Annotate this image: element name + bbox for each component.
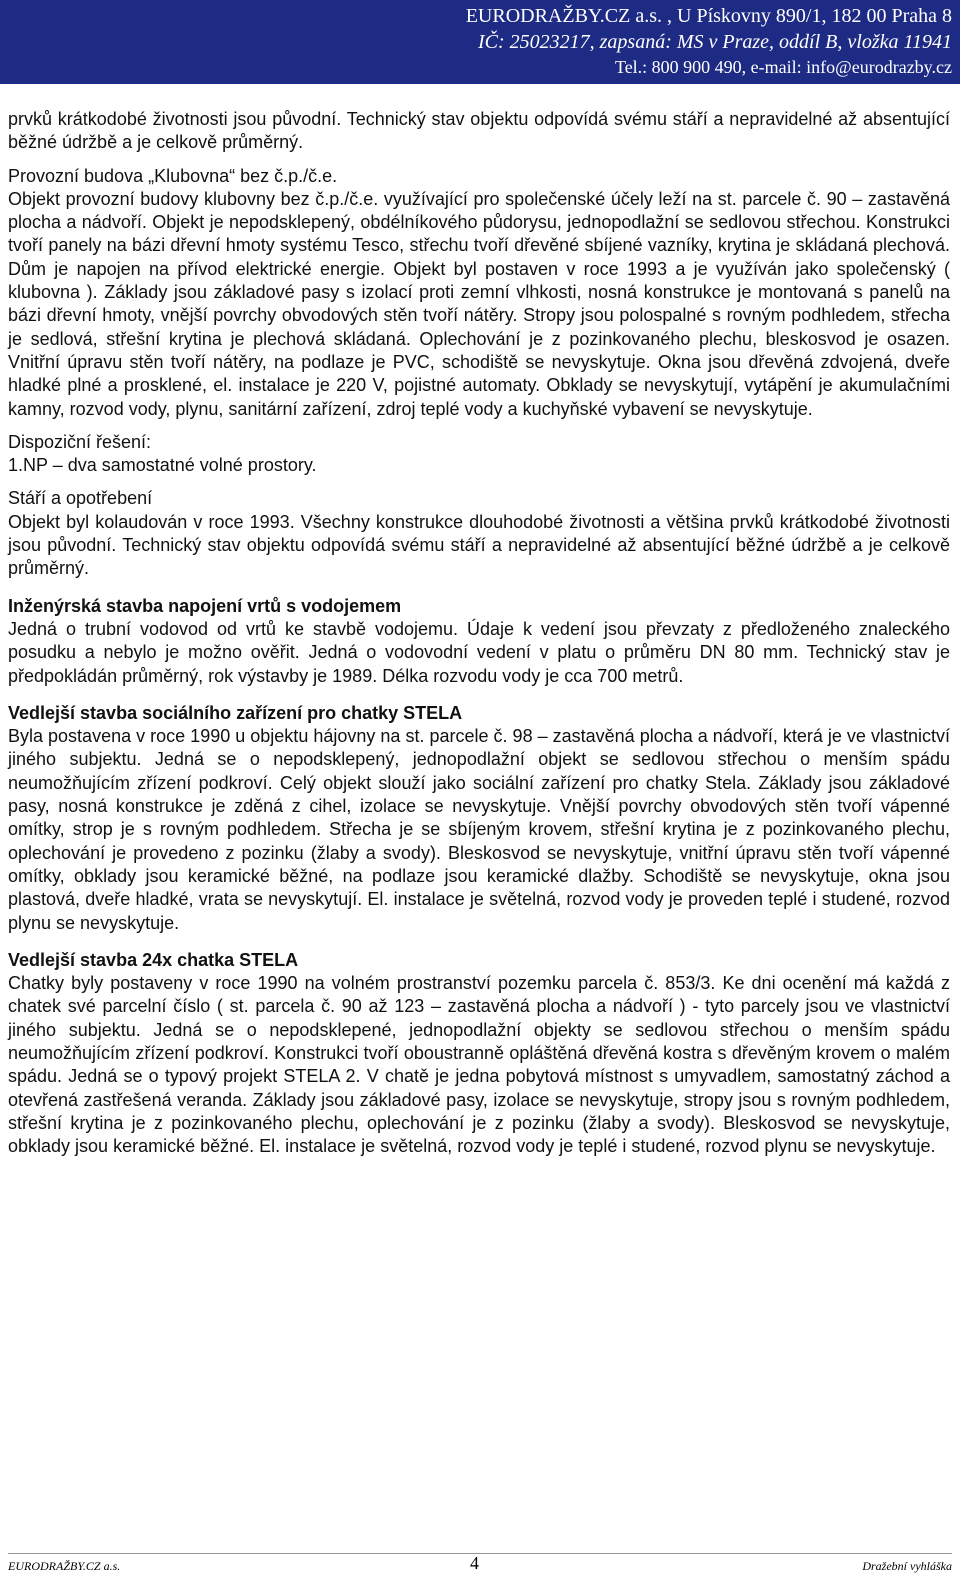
page-footer xyxy=(0,1549,960,1581)
document-body xyxy=(8,108,950,1158)
company-contact: Tel.: 800 900 490, e-mail: info@eurodrazby.cz xyxy=(614,57,952,77)
paragraph-socialni-zarizeni: Byla postavena v roce 1990 u objektu hájovny na st. parcele č. 98 – zastavěná plocha a nádvoří, která je ve vlastnictví jiného subjektu. Jedná se o nepodsklepený, jednopodlažní objekt se sedlovou střechou o menším spádu neumožňujícím zřízení podkroví. Celý objekt slouží jako sociální zařízení pro chatky Stela. Základy jsou základové pasy, nosná konstrukce je zděná z cihel, izolace se nevyskytuje. Vnější povrchy obvodových stěn tvoří vápenné omítky, strop je s rovným podhledem. Střecha je se sbíjeným krovem, střešní krytina je z pozinkovaného plechu, oplechování je provedeno z pozinku (žlaby a svody). Bleskosvod se nevyskytuje, vnitřní úpravu stěn tvoří vápenné omítky, obklady jsou keramické běžné, na podlaze jsou keramické dlažby. Schodiště se nevyskytuje, okna jsou plastová, dveře hladké, vrata se nevyskytují. El. instalace je světelná, rozvod vody je proveden teplé i studené, rozvod plynu se nevyskytuje. xyxy=(8,726,950,933)
footer-document-type: Dražební vyhláška xyxy=(862,1559,952,1573)
company-registration: IČ: 25023217, zapsaná: MS v Praze, oddíl B, vložka 11941 xyxy=(477,31,952,53)
paragraph-intro: prvků krátkodobé životnosti jsou původní. Technický stav objektu odpovídá svému stáří a nepravidelné až absentující běžné údržbě a je celkově průměrný. xyxy=(8,109,950,153)
paragraph-inzenyrska-stavba: Jedná o trubní vodovod od vrtů ke stavbě vodojemu. Údaje k vedení jsou převzaty z předloženého znaleckého posudku a nebylo je možno ověřit. Jedná o vodovodní vedení v platu o průměru DN 80 mm. Technický stav je předpokládán průměrný, rok výstavby je 1989. Délka rozvodu vody je cca 700 metrů. xyxy=(8,618,950,686)
paragraph-provozni-budova: Objekt provozní budovy klubovny bez č.p./č.e. využívající pro společenské účely leží na st. parcele č. 90 – zastavěná plocha a nádvoří. Objekt je nepodsklepený, obdélníkového půdorysu, jednopodlažní se sedlovou střechou. Konstrukci tvoří panely na bázi dřevní hmoty systému Tesco, střechu tvoří dřevěné sbíjené vazníky, krytina je skládaná plechová. Dům je napojen na přívod elektrické energie. Objekt byl postaven v roce 1993 a je využíván jako společenský ( klubovna ). Základy jsou základové pasy s izolací proti zemní vlhkosti, nosná konstrukce je montovaná s panelů na bázi dřevní hmoty, vnější povrchy obvodových stěn tvoří nátěry. Stropy jsou polospalné s rovným podhledem, střecha je sedlová, střešní krytina je plechová skládaná. Oplechování je z pozinkovaného plechu, bleskosvod je osazen. Vnitřní úpravu stěn tvoří nátěry, na podlaze je PVC, schodiště se nevyskytuje. Okna jsou dřevěná zdvojená, dveře hladké plné a prosklené, el. instalace je 220 V, pojistné automaty. Obklady se nevyskytují, vytápění je akumulačními kamny, rozvod vody, plynu, sanitární zařízení, zdroj teplé vody a kuchyňské vybavení se nevyskytuje. xyxy=(8,188,950,419)
paragraph-stari: Objekt byl kolaudován v roce 1993. Všechny konstrukce dlouhodobé životnosti a většina prvků krátkodobé životnosti jsou původní. Technický stav objektu odpovídá svému stáří a nepravidelné až absentující běžné údržbě a je celkově průměrný. xyxy=(8,511,950,579)
heading-chatka-stela: Vedlejší stavba 24x chatka STELA xyxy=(8,949,299,970)
paragraph-chatka-stela: Chatky byly postaveny v roce 1990 na volném prostranství pozemku parcela č. 853/3. Ke dni ocenění má každá z chatek své parcelní číslo ( st. parcela č. 90 až 123 – zastavěná plocha a nádvoří ) - tyto parcely jsou ve vlastnictví jiného subjektu. Jedná se o nepodsklepené, jednopodlažní objekty se sedlovou střechou o menším spádu neumožňujícím zřízení podkroví. Konstrukci tvoří oboustranně opláštěná dřevěná kostra s dřevěným krovem o malém spádu. Jedná se o typový projekt STELA 2. V chatě je jedna pobytová místnost s umyvadlem, samostatný záchod a otevřená zastřešená veranda. Základy jsou základové pasy, izolace se nevyskytuje, stropy jsou s rovným podhledem, střešní krytina je z pozinkovaného plechu, oplechování je z pozinku (žlaby a svody). Bleskosvod se nevyskytuje, obklady jsou keramické běžné. El. instalace je světelná, rozvod vody je teplé i studené, rozvod plynu se nevyskytuje. xyxy=(8,973,950,1157)
page-number: 4 xyxy=(470,1553,479,1573)
heading-dispozicni-reseni: Dispoziční řešení: xyxy=(8,431,152,452)
heading-provozni-budova: Provozní budova „Klubovna“ bez č.p./č.e. xyxy=(8,165,338,186)
heading-socialni-zarizeni: Vedlejší stavba sociálního zařízení pro chatky STELA xyxy=(8,702,463,723)
footer-divider xyxy=(8,1553,952,1554)
footer-company: EURODRAŽBY.CZ a.s. xyxy=(8,1559,121,1573)
heading-inzenyrska-stavba: Inženýrská stavba napojení vrtů s vodojemem xyxy=(8,595,402,616)
letterhead xyxy=(0,0,960,84)
heading-stari: Stáří a opotřebení xyxy=(8,488,153,509)
company-address: EURODRAŽBY.CZ a.s. , U Pískovny 890/1, 182 00 Praha 8 xyxy=(465,5,952,27)
paragraph-dispozicni-reseni: 1.NP – dva samostatné volné prostory. xyxy=(8,455,317,476)
